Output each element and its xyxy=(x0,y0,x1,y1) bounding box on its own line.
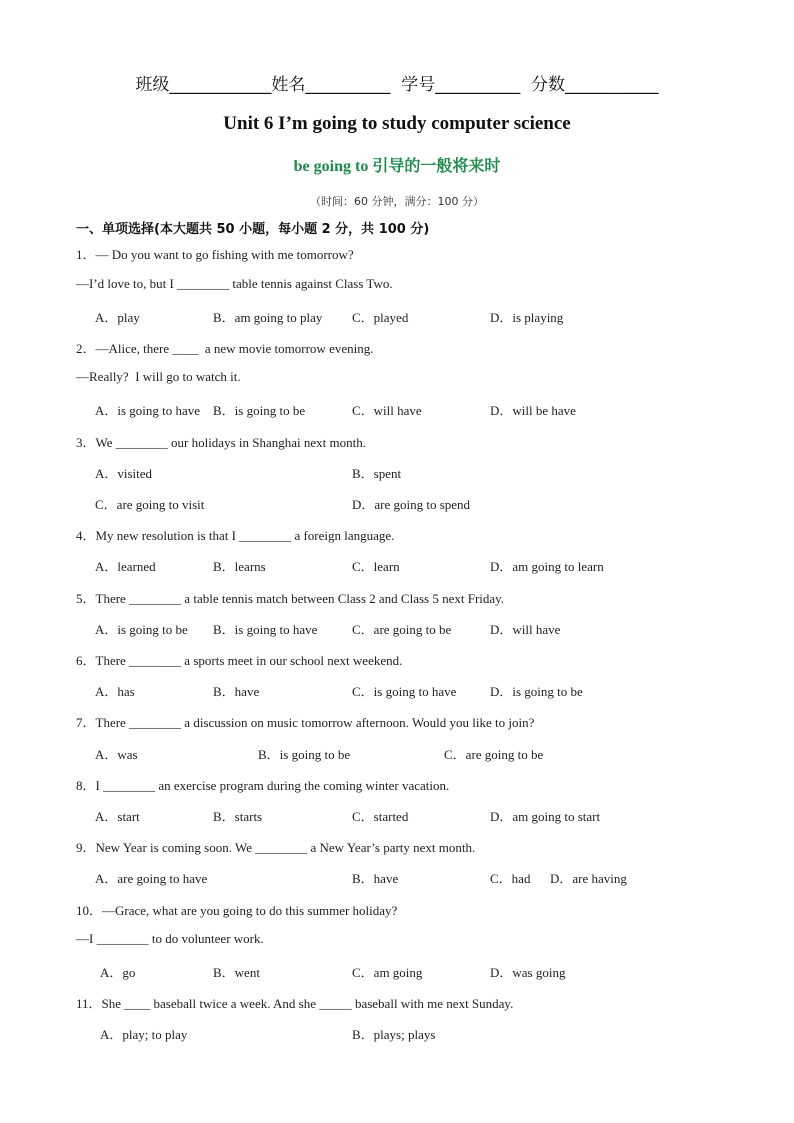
section-heading: 一、单项选择(本大题共 50 小题，每小题 2 分，共 100 分) xyxy=(76,222,430,237)
student-info-line: 班级____________姓名__________ 学号__________ 分数___________ xyxy=(135,75,659,95)
question-2-option-a[interactable]: A．is going to have xyxy=(95,403,201,418)
question-4-option-b[interactable]: B．learns xyxy=(213,559,266,574)
document-title: Unit 6 I’m going to study computer science xyxy=(223,113,571,134)
question-8-option-d[interactable]: D．am going to start xyxy=(490,809,601,824)
question-5-option-d[interactable]: D．will have xyxy=(490,622,561,637)
question-6-option-a[interactable]: A．has xyxy=(95,684,135,699)
question-7-option-a[interactable]: A．was xyxy=(95,747,138,762)
question-6-option-c[interactable]: C．is going to have xyxy=(352,684,457,699)
question-6-option-d[interactable]: D．is going to be xyxy=(490,684,583,699)
question-9-option-d[interactable]: D．are having xyxy=(550,871,627,886)
question-5-stem: 5．There ________ a table tennis match between Class 2 and Class 5 next Friday. xyxy=(76,591,505,606)
question-1-option-a[interactable]: A．play xyxy=(95,310,140,325)
exam-meta: （时间：60 分钟，满分：100 分） xyxy=(310,195,484,208)
question-1-option-d[interactable]: D．is playing xyxy=(490,310,564,325)
question-3-option-a[interactable]: A．visited xyxy=(95,466,153,481)
question-6-stem: 6．There ________ a sports meet in our school next weekend. xyxy=(76,653,403,668)
subtitle-chinese: 引导的一般将来时 xyxy=(372,156,501,175)
question-1-stem: 1．— Do you want to go fishing with me tomorrow? xyxy=(76,247,354,262)
question-2-stem: 2．—Alice, there ____ a new movie tomorrow evening. xyxy=(76,341,374,356)
question-9-option-c[interactable]: C．had xyxy=(490,871,531,886)
question-3-option-b[interactable]: B．spent xyxy=(352,466,402,481)
question-10-option-c[interactable]: C．am going xyxy=(352,965,423,980)
question-4-option-c[interactable]: C．learn xyxy=(352,559,400,574)
question-5-option-b[interactable]: B．is going to have xyxy=(213,622,318,637)
question-3-stem: 3．We ________ our holidays in Shanghai next month. xyxy=(76,435,366,450)
question-10-option-b[interactable]: B．went xyxy=(213,965,260,980)
question-10-option-d[interactable]: D．was going xyxy=(490,965,566,980)
question-3-option-c[interactable]: C．are going to visit xyxy=(95,497,205,512)
question-8-option-a[interactable]: A．start xyxy=(95,809,140,824)
question-4-option-d[interactable]: D．am going to learn xyxy=(490,559,604,574)
subtitle-english: be going to xyxy=(293,158,373,175)
question-4-option-a[interactable]: A．learned xyxy=(95,559,156,574)
question-10-stem-2: —I ________ to do volunteer work. xyxy=(76,931,264,946)
question-6-option-b[interactable]: B．have xyxy=(213,684,260,699)
question-9-option-a[interactable]: A．are going to have xyxy=(95,871,208,886)
question-2-option-c[interactable]: C．will have xyxy=(352,403,422,418)
question-11-option-a[interactable]: A．play; to play xyxy=(100,1027,188,1042)
question-5-option-a[interactable]: A．is going to be xyxy=(95,622,188,637)
question-11-stem: 11．She ____ baseball twice a week. And she _____ baseball with me next Sunday. xyxy=(76,996,514,1011)
question-8-option-b[interactable]: B．starts xyxy=(213,809,263,824)
document-subtitle xyxy=(0,153,794,176)
question-1-stem-2: —I’d love to, but I ________ table tennis against Class Two. xyxy=(76,276,393,291)
question-10-stem: 10．—Grace, what are you going to do this summer holiday? xyxy=(76,903,398,918)
question-7-option-c[interactable]: C．are going to be xyxy=(444,747,544,762)
question-8-stem: 8．I ________ an exercise program during the coming winter vacation. xyxy=(76,778,450,793)
question-2-stem-2: —Really? I will go to watch it. xyxy=(76,369,241,384)
question-1-option-b[interactable]: B．am going to play xyxy=(213,310,323,325)
question-2-option-d[interactable]: D．will be have xyxy=(490,403,576,418)
question-2-option-b[interactable]: B．is going to be xyxy=(213,403,306,418)
question-10-option-a[interactable]: A．go xyxy=(100,965,136,980)
question-5-option-c[interactable]: C．are going to be xyxy=(352,622,452,637)
question-9-option-b[interactable]: B．have xyxy=(352,871,399,886)
question-11-option-b[interactable]: B．plays; plays xyxy=(352,1027,436,1042)
question-3-option-d[interactable]: D．are going to spend xyxy=(352,497,471,512)
question-4-stem: 4．My new resolution is that I ________ a foreign language. xyxy=(76,528,395,543)
question-7-stem: 7．There ________ a discussion on music tomorrow afternoon. Would you like to join? xyxy=(76,715,535,730)
question-7-option-b[interactable]: B．is going to be xyxy=(258,747,351,762)
question-9-stem: 9．New Year is coming soon. We ________ a New Year’s party next month. xyxy=(76,840,476,855)
question-8-option-c[interactable]: C．started xyxy=(352,809,409,824)
question-1-option-c[interactable]: C．played xyxy=(352,310,409,325)
